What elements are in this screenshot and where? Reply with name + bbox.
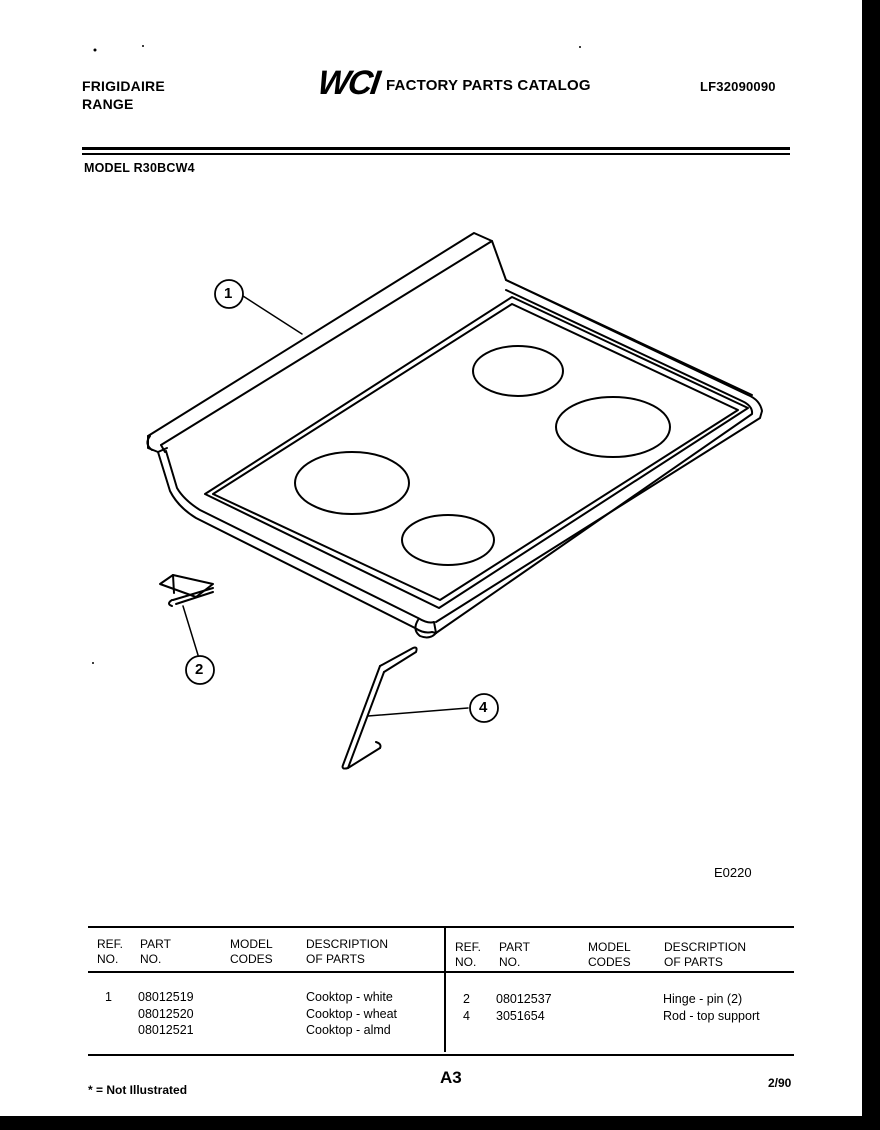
table-cell: 08012537 (496, 992, 552, 1006)
cooktop-inner-deck (205, 297, 748, 608)
table-cell: Cooktop - almd (306, 1023, 391, 1037)
header-description-left: DESCRIPTION OF PARTS (306, 937, 389, 966)
left-row-ref (105, 989, 112, 1006)
table-cell: 08012520 (138, 1006, 194, 1021)
header-model-codes-right: MODEL CODES (588, 940, 631, 969)
callout-leader-2 (183, 606, 198, 655)
burner-opening-right-rear (473, 346, 563, 396)
header-part-no-left: PART NO. (140, 937, 171, 966)
model-line: MODEL R30BCW4 (84, 161, 195, 175)
header-description-right: DESCRIPTION OF PARTS (664, 940, 747, 969)
page-code: A3 (440, 1068, 462, 1087)
brand-name: FRIGIDAIRE (82, 78, 165, 94)
cooktop-outer-rim (166, 451, 436, 633)
burner-opening-right-front (556, 397, 670, 457)
table-cell: Cooktop - white (306, 990, 393, 1004)
table-cell: 08012519 (138, 990, 194, 1004)
callout-label-2: 2 (195, 661, 204, 678)
right-descriptions (663, 991, 760, 1024)
table-rule-top (88, 926, 794, 928)
revision-date: 2/90 (768, 1076, 792, 1090)
catalog-number: LF32090090 (700, 79, 776, 94)
callout-label-1: 1 (224, 285, 233, 302)
burner-opening-left-front (402, 515, 494, 565)
table-cell: Cooktop - wheat (306, 1006, 398, 1021)
cooktop-backguard (148, 233, 492, 445)
left-part-numbers (138, 989, 194, 1039)
wci-logo: WCI (315, 64, 381, 102)
hinge-pin-part (160, 575, 213, 606)
burner-opening-left-rear (295, 452, 409, 514)
header-part-no-right: PART NO. (499, 940, 530, 969)
table-cell: 2 (463, 992, 470, 1006)
table-cell: 1 (105, 990, 112, 1004)
header-model-codes-left: MODEL CODES (230, 937, 273, 966)
table-divider (444, 928, 446, 1052)
product-type: RANGE (82, 96, 134, 112)
top-support-rod-part (343, 648, 417, 769)
callout-label-4: 4 (479, 699, 488, 716)
table-rule-header (88, 971, 794, 973)
table-cell: 3051654 (496, 1008, 545, 1023)
header-ref-no-right: REF. NO. (455, 940, 482, 969)
table-rule-bottom (88, 1054, 794, 1056)
table-cell: Rod - top support (663, 1008, 760, 1023)
table-cell: 4 (463, 1008, 470, 1023)
figure-code: E0220 (714, 865, 752, 880)
table-cell: Hinge - pin (2) (663, 992, 743, 1006)
right-row-refs (463, 991, 470, 1024)
left-descriptions (306, 989, 397, 1039)
table-cell: 08012521 (138, 1023, 194, 1037)
not-illustrated-note: * = Not Illustrated (88, 1083, 188, 1097)
catalog-title: FACTORY PARTS CATALOG (386, 77, 591, 94)
callout-leader-4 (368, 708, 468, 716)
right-part-numbers (496, 991, 552, 1024)
callout-leader-1 (243, 296, 302, 334)
header-ref-no-left: REF. NO. (97, 937, 124, 966)
